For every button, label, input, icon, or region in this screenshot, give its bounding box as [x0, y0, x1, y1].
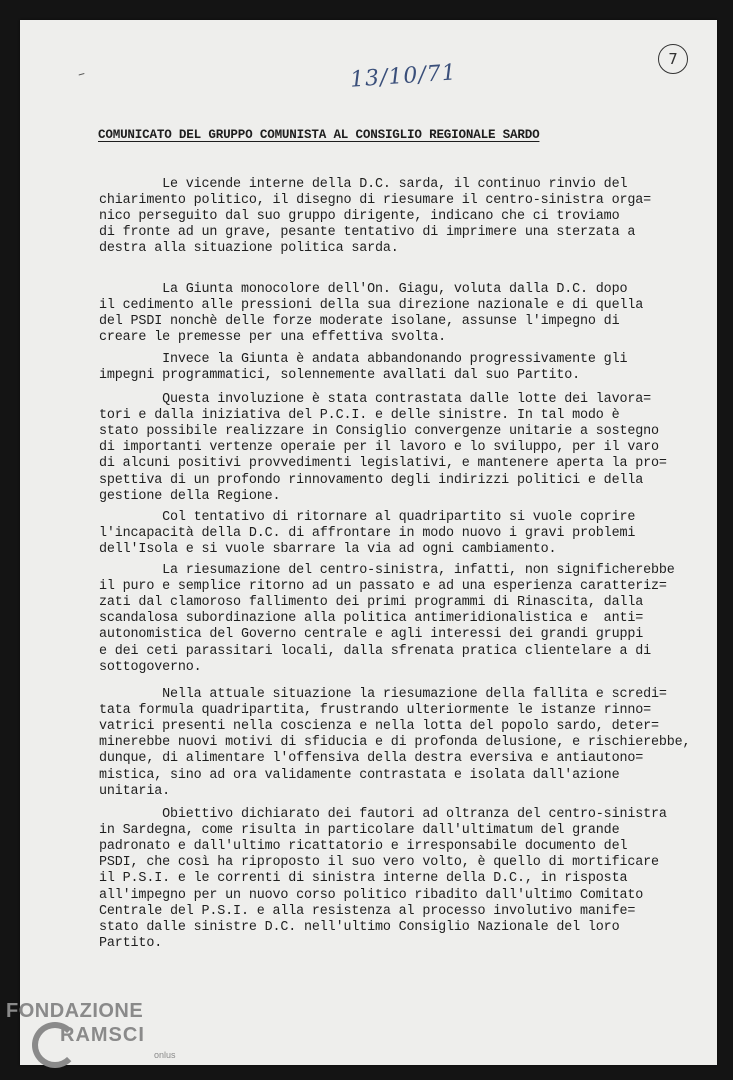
text-line: spettiva di un profondo rinnovamento degli indirizzi politici e della — [99, 472, 644, 488]
text-line: stato possibile realizzare in Consiglio convergenze unitarie a sostegno — [99, 424, 659, 440]
text-line: destra alla situazione politica sarda. — [99, 241, 399, 257]
text-line: scandalosa subordinazione alla politica antimeridionalistica e anti= — [99, 611, 644, 627]
text-line: e dei ceti parassitari locali, dalla sfrenata pratica clientelare a di — [99, 643, 651, 659]
text-line: La riesumazione del centro-sinistra, infatti, non significherebbe — [99, 563, 675, 578]
text-line: dell'Isola e si vuole sbarrare la via ad ogni cambiamento. — [99, 542, 557, 558]
text-line: creare le premesse per una effettiva svolta. — [99, 330, 446, 346]
text-line: in Sardegna, come risulta in particolare dall'ultimatum del grande — [99, 823, 620, 839]
text-line: tori e dalla iniziativa del P.C.I. e delle sinistre. In tal modo è — [99, 408, 620, 424]
text-line: mistica, sino ad ora validamente contrastata e isolata dall'azione — [99, 767, 620, 783]
text-line: di fronte ad un grave, pesante tentativo di imprimere una sterzata a — [99, 225, 636, 241]
text-line: impegni programmatici, solennemente avallati dal suo Partito. — [99, 368, 581, 384]
text-line: Col tentativo di ritornare al quadripartito si vuole coprire — [99, 510, 636, 525]
text-line: il cedimento alle pressioni della sua direzione nazionale e di quella — [99, 298, 644, 314]
text-line: tata formula quadripartita, frustrando ulteriormente le istanze rinno= — [99, 703, 651, 719]
text-line: all'impegno per un nuovo corso politico ribadito dall'ultimo Comitato — [99, 887, 644, 903]
text-line: di importanti vertenze operaie per il lavoro e lo sviluppo, per il varo — [99, 440, 659, 456]
text-line: zati dal clamoroso fallimento dei primi programmi di Rinascita, dalla — [99, 595, 644, 611]
text-line: il puro e semplice ritorno ad un passato e ad una esperienza caratteriz= — [99, 579, 667, 595]
page-number-circled: 7 — [658, 44, 688, 74]
text-line: PSDI, che così ha riproposto il suo vero volto, è quello di mortificare — [99, 855, 659, 871]
text-line: sottogoverno. — [99, 659, 202, 675]
text-line: Nella attuale situazione la riesumazione della fallita e scredi= — [99, 687, 667, 702]
text-line: stato dalle sinistre D.C. nell'ultimo Consiglio Nazionale del loro — [99, 919, 620, 935]
text-line: Centrale del P.S.I. e alla resistenza al processo involutivo manife= — [99, 903, 636, 919]
text-line: La Giunta monocolore dell'On. Giagu, voluta dalla D.C. dopo — [99, 282, 628, 297]
document-body — [20, 20, 717, 1065]
text-line: unitaria. — [99, 783, 170, 799]
text-line: dunque, di alimentare l'offensiva della destra eversiva e antiautono= — [99, 751, 644, 767]
archive-watermark — [6, 1000, 186, 1072]
text-line: di alcuni positivi provvedimenti legislativi, e mantenere aperta la pro= — [99, 456, 667, 472]
watermark-text-line1: FONDAZIONE — [6, 1000, 144, 1022]
text-line: Questa involuzione è stata contrastata dalle lotte dei lavora= — [99, 392, 651, 407]
text-line: chiarimento politico, il disegno di riesumare il centro-sinistra orga= — [99, 193, 651, 209]
document-title: COMUNICATO DEL GRUPPO COMUNISTA AL CONSIGLIO REGIONALE SARDO — [98, 128, 540, 142]
handwritten-date: 13/10/71 — [349, 60, 458, 93]
text-line: Partito. — [99, 935, 163, 951]
text-line: il P.S.I. e le correnti di sinistra interne della D.C., in risposta — [99, 871, 628, 887]
text-line: padronato e dall'ultimo ricattatorio e irresponsabile documento del — [99, 839, 628, 855]
document-page — [20, 20, 717, 1065]
text-line: l'incapacità della D.C. di affrontare in modo nuovo i gravi problemi — [99, 526, 636, 542]
text-line: Obiettivo dichiarato dei fautori ad oltranza del centro-sinistra — [99, 807, 667, 822]
text-line: Le vicende interne della D.C. sarda, il continuo rinvio del — [99, 177, 628, 192]
text-line: minerebbe nuovi motivi di sfiducia e di profonda delusione, e rischierebbe, — [99, 735, 691, 751]
margin-mark: – — [76, 65, 87, 83]
text-line: del PSDI nonchè delle forze moderate isolane, assunse l'impegno di — [99, 314, 620, 330]
text-line: Invece la Giunta è andata abbandonando progressivamente gli — [99, 352, 628, 367]
text-line: autonomistica del Governo centrale e agli interessi dei grandi gruppi — [99, 627, 644, 643]
text-line: nico perseguito dal suo gruppo dirigente, indicano che ci troviamo — [99, 209, 620, 225]
watermark-text-line2: RAMSCI — [60, 1024, 145, 1046]
text-line: vatrici presenti nella coscienza e nella lotta del popolo sardo, deter= — [99, 719, 659, 735]
watermark-text-line3: onlus — [154, 1050, 176, 1060]
text-line: gestione della Regione. — [99, 488, 281, 504]
